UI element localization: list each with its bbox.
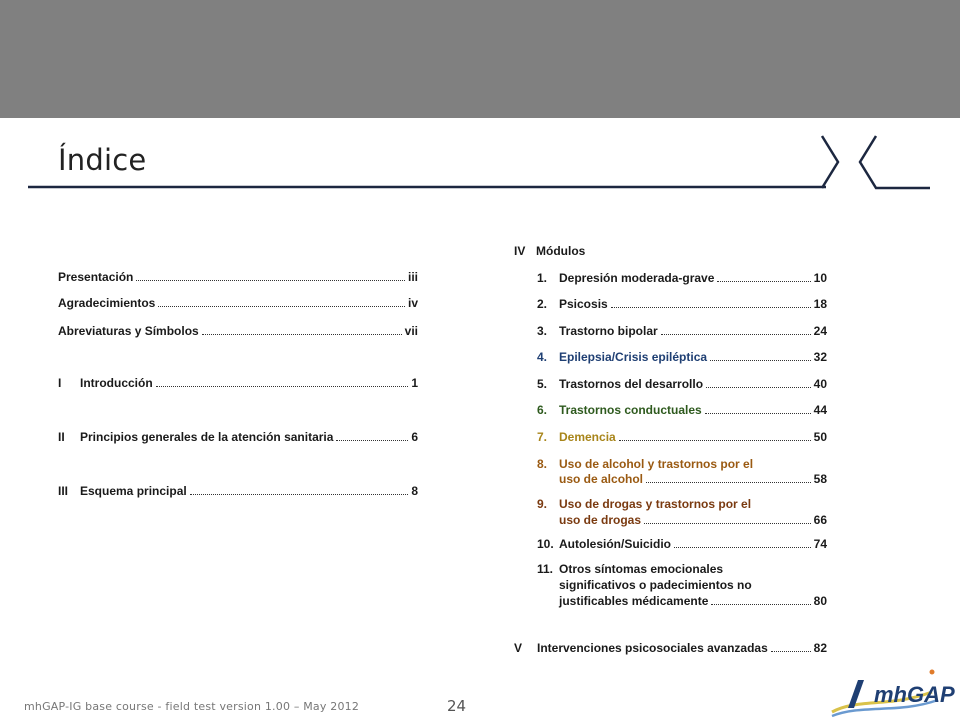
section-label: Intervenciones psicosociales avanzadas <box>537 641 768 655</box>
course-footer-text: mhGAP-IG base course - field test version 1.00 – May 2012 <box>24 700 360 713</box>
module-label: Depresión moderada-grave <box>559 271 715 285</box>
toc-entry-label: Agradecimientos <box>58 296 156 310</box>
module-page: 40 <box>813 377 827 391</box>
section-label: Módulos <box>536 244 586 258</box>
dot-leader <box>711 604 810 605</box>
module-entry-4[interactable] <box>537 350 827 364</box>
dot-leader <box>644 523 811 524</box>
module-number: 9. <box>537 497 548 511</box>
dot-leader <box>717 281 810 282</box>
section-number: IV <box>514 244 526 258</box>
module-label: Trastornos del desarrollo <box>559 377 704 391</box>
toc-entry-label: Abreviaturas y Símbolos <box>58 324 199 338</box>
toc-entry-page: iii <box>407 270 418 284</box>
toc-entry-number: I <box>58 376 62 390</box>
module-label: Demencia <box>559 430 616 444</box>
toc-entry-esquema[interactable] <box>58 484 418 498</box>
module-label-line1: Otros síntomas emocionales <box>559 562 724 576</box>
modules-heading <box>514 244 814 258</box>
module-page: 32 <box>813 350 827 364</box>
module-label-line3: justificables médicamente <box>559 594 709 608</box>
toc-entry-page: vii <box>404 324 418 338</box>
toc-entry-intervenciones[interactable] <box>514 641 827 655</box>
module-label: Epilepsia/Crisis epiléptica <box>559 350 708 364</box>
module-label: Psicosis <box>559 297 608 311</box>
module-number: 5. <box>537 377 548 391</box>
section-number: V <box>514 641 523 655</box>
dot-leader <box>190 494 409 495</box>
dot-leader <box>674 547 811 548</box>
module-entry-7[interactable] <box>537 430 827 444</box>
slide-page-number: 24 <box>447 697 467 715</box>
module-page: 50 <box>813 430 827 444</box>
module-number: 10. <box>537 537 554 551</box>
module-page: 10 <box>813 271 827 285</box>
section-page: 82 <box>813 641 827 655</box>
dot-leader <box>771 651 811 652</box>
toc-entry-label: Esquema principal <box>80 484 187 498</box>
toc-entry-presentacion[interactable] <box>58 270 418 284</box>
toc-entry-label: Presentación <box>58 270 134 284</box>
dot-leader <box>619 440 811 441</box>
toc-entry-page: iv <box>407 296 418 310</box>
module-entry-9-line1[interactable] <box>537 496 751 512</box>
module-number: 4. <box>537 350 548 364</box>
toc-entry-abreviaturas[interactable] <box>58 324 418 338</box>
module-number: 7. <box>537 430 548 444</box>
module-number: 1. <box>537 271 548 285</box>
dot-leader <box>611 307 811 308</box>
module-entry-11-line3[interactable] <box>559 594 827 608</box>
module-label-line2: uso de alcohol <box>559 472 644 486</box>
module-page: 44 <box>813 403 827 417</box>
module-entry-1[interactable] <box>537 271 827 285</box>
dot-leader <box>706 387 811 388</box>
module-label: Autolesión/Suicidio <box>559 537 672 551</box>
toc-entry-page: 1 <box>411 376 418 390</box>
module-label-line1: Uso de drogas y trastornos por el <box>559 497 752 511</box>
dot-leader <box>661 334 811 335</box>
mhgap-logo <box>828 660 960 720</box>
module-entry-8-line2[interactable] <box>559 472 827 486</box>
module-entry-3[interactable] <box>537 324 827 338</box>
toc-entry-number: III <box>58 484 69 498</box>
module-page: 74 <box>813 537 827 551</box>
module-entry-2[interactable] <box>537 297 827 311</box>
module-page: 24 <box>813 324 827 338</box>
module-page: 58 <box>813 472 827 486</box>
dot-leader <box>136 280 405 281</box>
module-label-line2: significativos o padecimientos no <box>559 578 752 592</box>
module-label: Trastornos conductuales <box>559 403 702 417</box>
module-label-line1: Uso de alcohol y trastornos por el <box>559 457 754 471</box>
toc-entry-label: Principios generales de la atención sanitaria <box>80 430 334 444</box>
module-number: 11. <box>537 562 554 576</box>
dot-leader <box>156 386 409 387</box>
page-title: Índice <box>58 143 147 177</box>
module-number: 3. <box>537 324 548 338</box>
module-entry-5[interactable] <box>537 377 827 391</box>
toc-entry-principios[interactable] <box>58 430 418 444</box>
toc-entry-page: 6 <box>411 430 418 444</box>
module-entry-8-line1[interactable] <box>537 456 753 472</box>
dot-leader <box>710 360 811 361</box>
dot-leader <box>336 440 408 441</box>
module-page: 66 <box>813 513 827 527</box>
module-number: 6. <box>537 403 548 417</box>
module-label: Trastorno bipolar <box>559 324 658 338</box>
module-entry-11-line1[interactable] <box>537 561 723 577</box>
module-number: 2. <box>537 297 548 311</box>
module-entry-6[interactable] <box>537 403 827 417</box>
toc-entry-label: Introducción <box>80 376 153 390</box>
dot-leader <box>705 413 811 414</box>
module-entry-9-line2[interactable] <box>559 513 827 527</box>
module-number: 8. <box>537 457 548 471</box>
module-entry-11-line2 <box>559 577 752 593</box>
dot-leader <box>158 306 405 307</box>
dot-leader <box>646 482 811 483</box>
svg-text:mhGAP: mhGAP <box>874 682 955 707</box>
module-page: 80 <box>813 594 827 608</box>
module-entry-10[interactable] <box>537 537 827 551</box>
dot-leader <box>202 334 402 335</box>
toc-entry-introduccion[interactable] <box>58 376 418 390</box>
toc-entry-agradecimientos[interactable] <box>58 296 418 310</box>
toc-entry-page: 8 <box>411 484 418 498</box>
toc-entry-number: II <box>58 430 65 444</box>
module-page: 18 <box>813 297 827 311</box>
module-label-line2: uso de drogas <box>559 513 642 527</box>
title-underline-chevron-decoration <box>0 0 960 200</box>
